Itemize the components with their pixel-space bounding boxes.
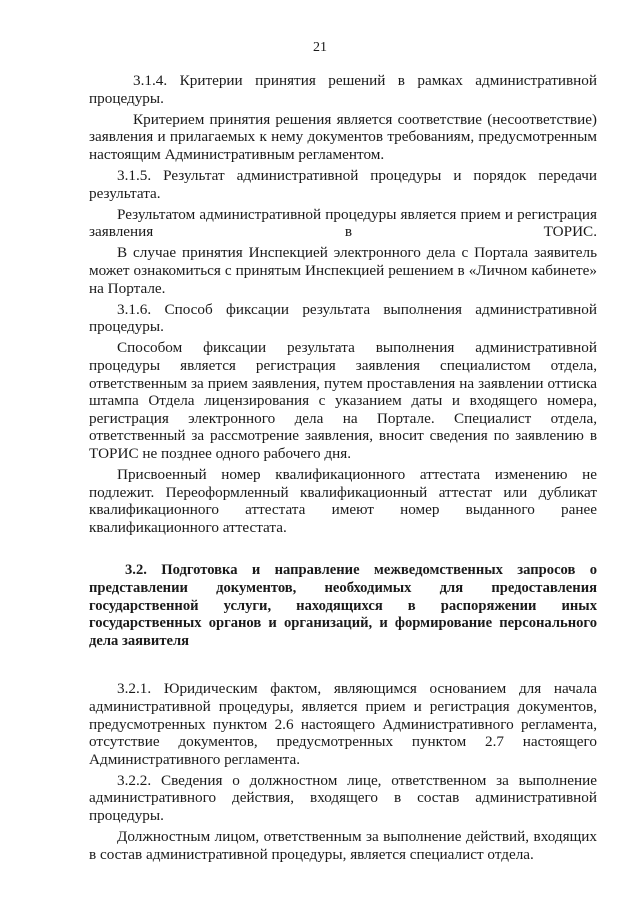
paragraph-3-1-5: 3.1.5. Результат административной процедуры и порядок передачи результата.	[89, 166, 597, 202]
section-heading-3-2: 3.2. Подготовка и направление межведомственных запросов о представлении документов, необходимых для предоставления государственной услуги, находящихся в распоряжении иных государственных органов и организаций, и формирование персонального дела заявителя	[89, 562, 597, 649]
paragraph-attestat-number: Присвоенный номер квалификационного аттестата изменению не подлежит. Переоформленный квалификационный аттестат или дубликат квалификационного аттестата имеют номер выданного ранее квалификационного аттестата.	[89, 465, 597, 536]
paragraph-3-2-1: 3.2.1. Юридическим фактом, являющимся основанием для начала административной процедуры, является прием и регистрация документов, предусмотренных пунктом 2.6 настоящего Административного регламента, отсутствие документов, предусмотренных пунктом 2.7 настоящего Административного регламента.	[89, 680, 597, 768]
paragraph-3-1-6: 3.1.6. Способ фиксации результата выполнения административной процедуры.	[89, 300, 597, 336]
paragraph-portal: В случае принятия Инспекцией электронного дела с Портала заявитель может ознакомиться с принятым Инспекцией решением в «Личном кабинете» на Портале.	[89, 244, 597, 297]
document-body	[89, 72, 597, 867]
paragraph-criteria: Критерием принятия решения является соответствие (несоответствие) заявления и прилагаемых к нему документов требованиям, предусмотренным настоящим Административным регламентом.	[89, 110, 597, 163]
page-number: 21	[313, 40, 327, 55]
paragraph-fixation: Способом фиксации результата выполнения административной процедуры является регистрация заявления специалистом отдела, ответственным за прием заявления, путем проставления на заявлении оттиска штампа Отдела лицензирования с указанием даты и входящего номера, регистрация электронного дела на Портале. Специалист отдела, ответственный за рассмотрение заявления, вносит сведения по заявлению в ТОРИС не позднее одного рабочего дня.	[89, 339, 597, 462]
paragraph-3-2-2: 3.2.2. Сведения о должностном лице, ответственном за выполнение административного действия, входящего в состав административной процедуры.	[89, 771, 597, 824]
paragraph-3-1-4: 3.1.4. Критерии принятия решений в рамках административной процедуры.	[89, 72, 597, 107]
paragraph-result: Результатом административной процедуры является прием и регистрация заявления в ТОРИС.	[89, 205, 597, 241]
paragraph-official: Должностным лицом, ответственным за выполнение действий, входящих в состав административной процедуры, является специалист отдела.	[89, 828, 597, 863]
